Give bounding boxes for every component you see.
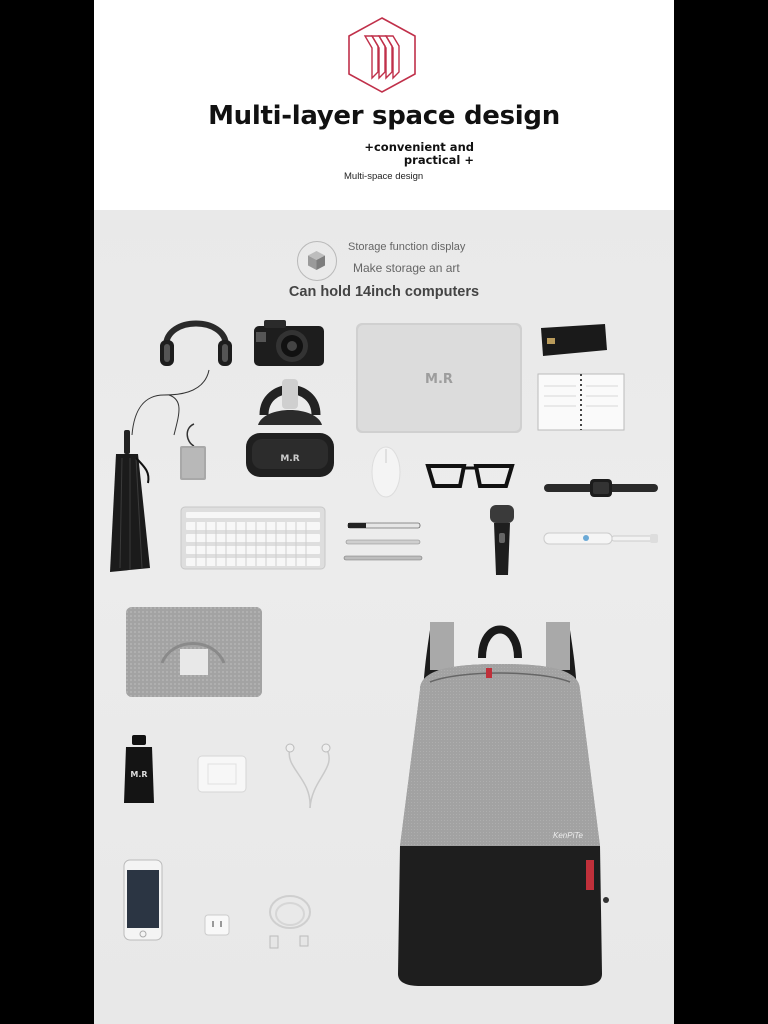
keyboard-image <box>180 506 326 570</box>
bottle-logo: M.R <box>130 770 148 779</box>
tagline-line-1: +convenient and <box>364 140 474 154</box>
cube-icon <box>298 242 335 279</box>
power-plug-image <box>202 910 232 940</box>
smartphone-image <box>122 858 164 942</box>
storage-title: Storage function display <box>348 241 466 253</box>
storage-subtitle: Make storage an art <box>353 261 460 275</box>
pens-image <box>342 520 424 564</box>
tshirt-image <box>122 603 266 701</box>
hexagon-layers-icon <box>346 16 418 94</box>
capacity-text: Can hold 14inch computers <box>288 284 480 300</box>
umbrella-image <box>106 428 156 576</box>
camera-image <box>252 318 326 368</box>
smartwatch-image <box>542 477 660 499</box>
backpack-logo: KenPiTe <box>553 831 583 840</box>
product-page <box>94 0 674 1024</box>
notebook-image <box>536 372 626 432</box>
eyeglasses-image <box>424 460 516 490</box>
header-section <box>94 0 674 210</box>
cube-icon-circle <box>297 241 337 281</box>
backpack-image <box>390 610 610 988</box>
tagline-small: Multi-space design <box>344 171 424 182</box>
vr-logo: M.R <box>280 454 300 464</box>
product-photo <box>94 210 674 1024</box>
bottle-image <box>120 733 158 805</box>
hard-drive-image <box>178 422 210 482</box>
tagline-line-2: practical + <box>403 153 474 167</box>
headline: Multi-layer space design <box>208 101 560 131</box>
charger-image <box>194 750 250 796</box>
shaver-image <box>486 503 518 577</box>
mouse-image <box>370 445 402 499</box>
laptop-logo: M.R <box>425 372 453 387</box>
vr-headset-image <box>244 375 336 483</box>
laptop-image <box>354 321 524 435</box>
usb-cable-image <box>262 882 318 950</box>
tagline <box>334 141 474 167</box>
toothbrush-image <box>542 528 660 548</box>
sunglasses-case-image <box>539 322 609 358</box>
earphones-image <box>282 738 338 814</box>
